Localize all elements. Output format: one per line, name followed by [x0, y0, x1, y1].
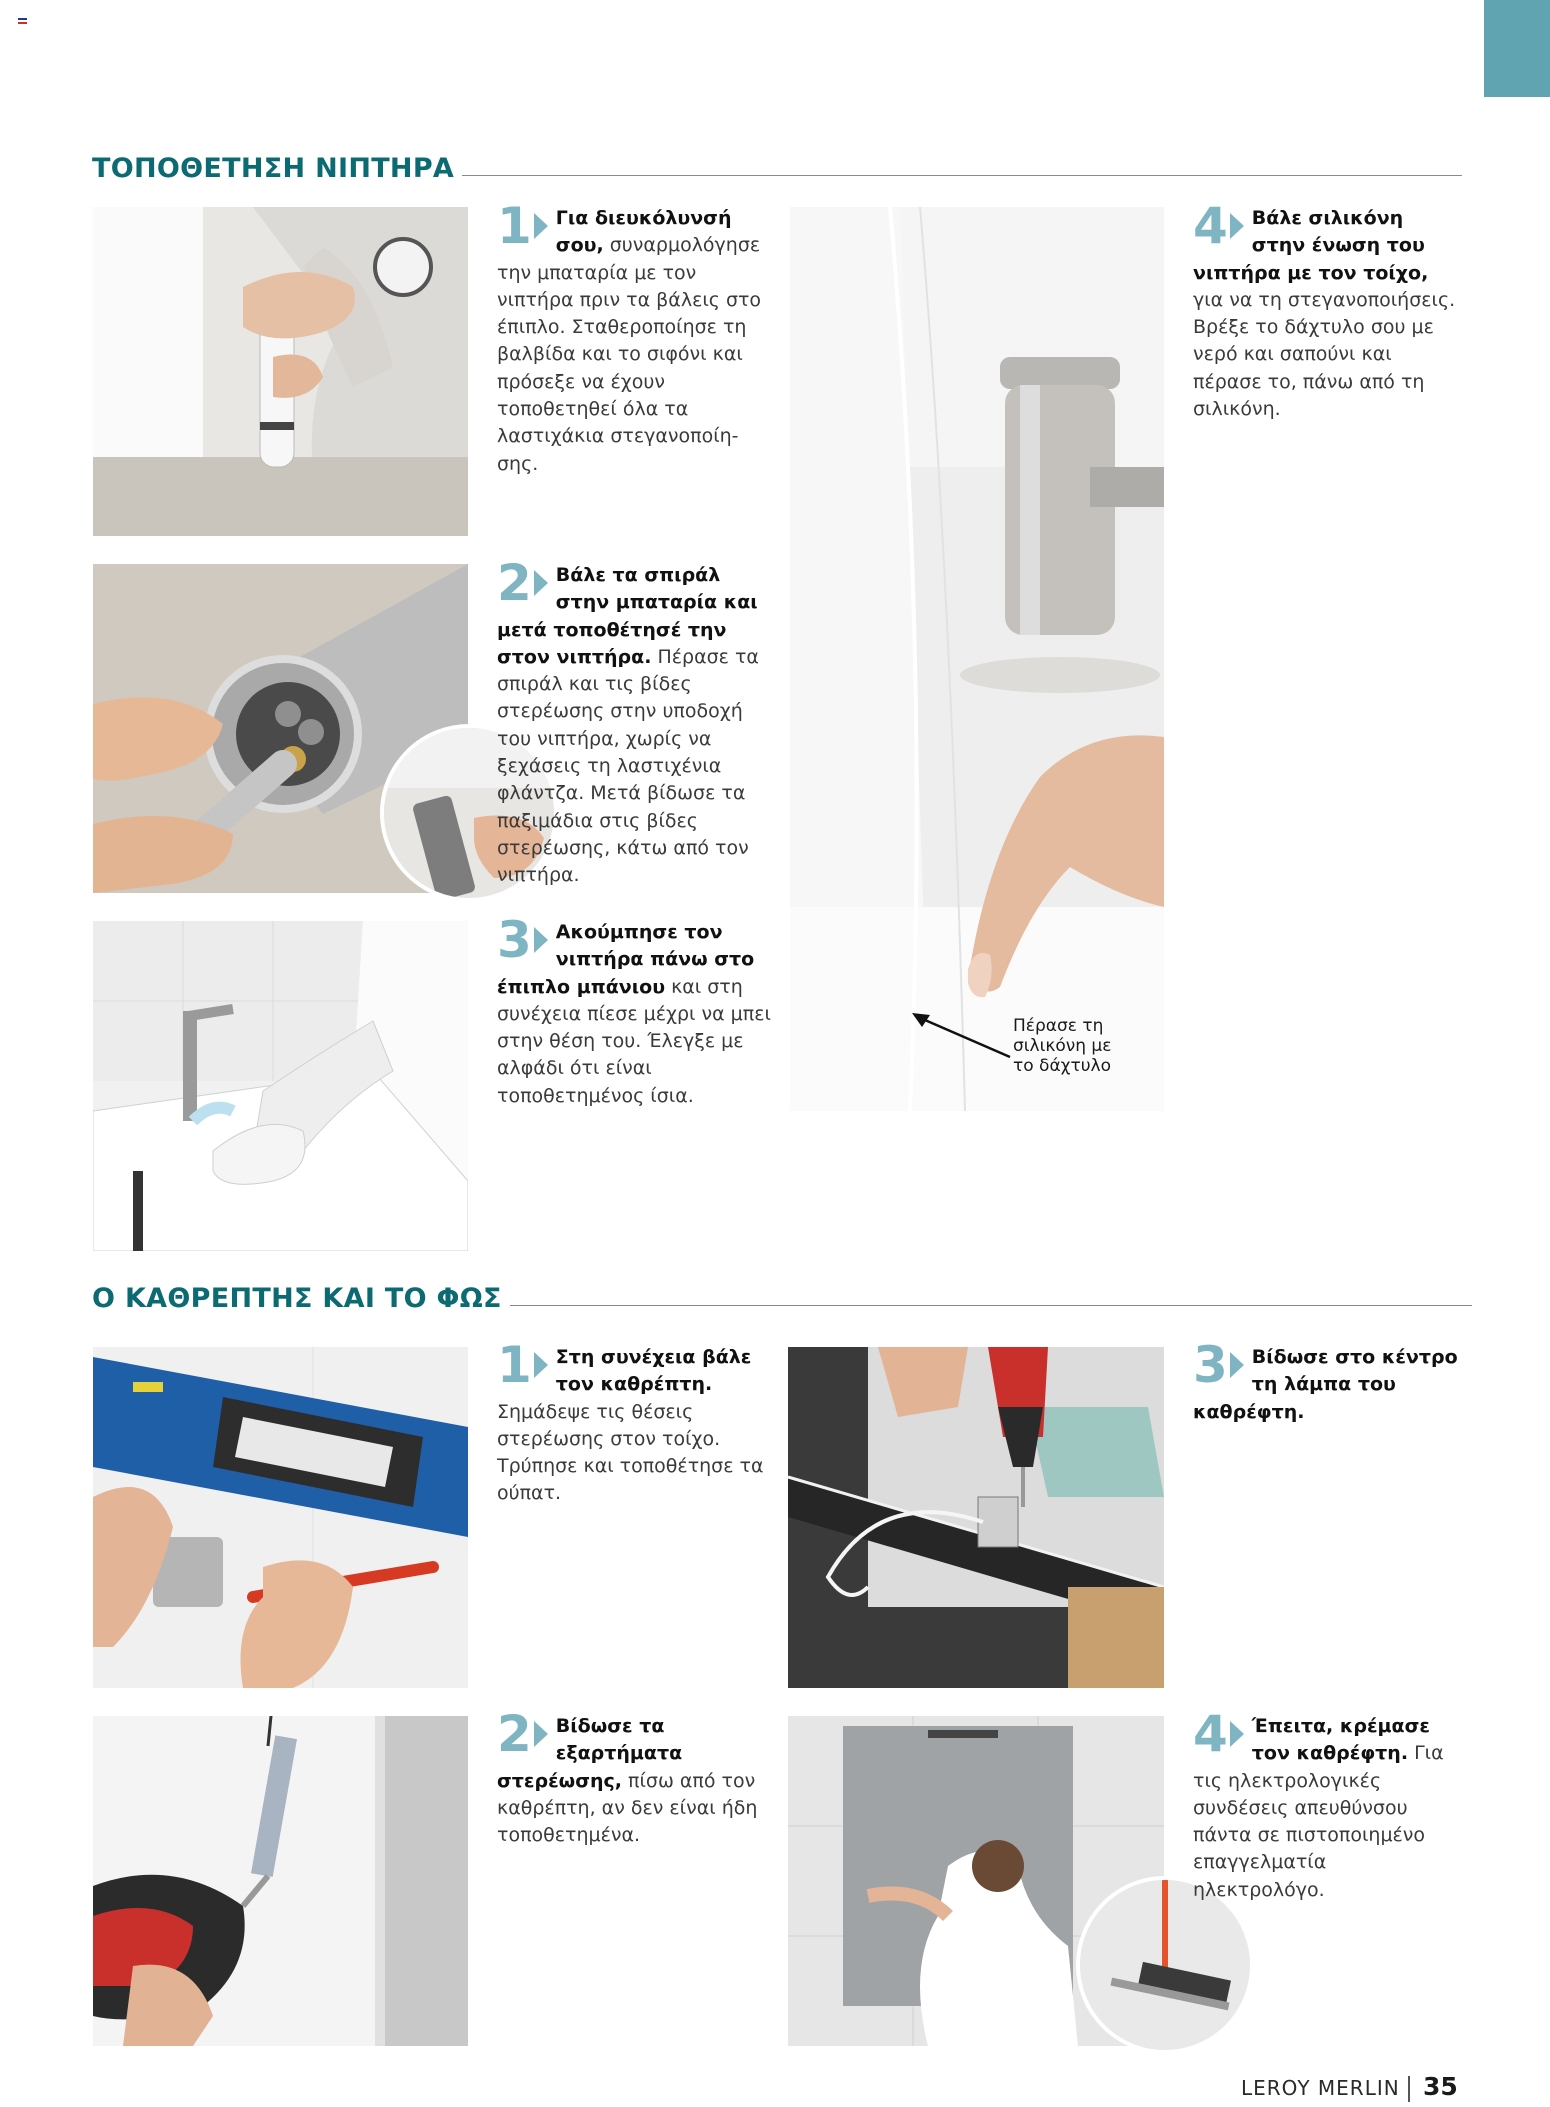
- step-text: Πέρασε τα σπιράλ και τις βίδες στερέωσης στην υποδοχή του νιπτήρα, χωρίς να ξεχάσεις τη λαστιχένια φλάντζα. Μετά βίδωσε τα παξιμάδια στις βίδες στερέωσης, κάτω από τον νιπτήρα.: [497, 645, 759, 887]
- step-bold-text: Για διευκόλυνσή σου,: [555, 207, 732, 257]
- step-number-badge: [497, 911, 548, 969]
- play-arrow-icon: [534, 1721, 548, 1747]
- section-heading-mirror: [92, 1278, 1472, 1318]
- step-text: και στη συνέχεια πίεσε μέχρι να μπει στην θέση του. Έλεγξε με αλφάδι ότι είναι τοποθετημένος ίσια.: [497, 975, 771, 1107]
- step-bold-text: Βίδωσε τα εξαρτήματα στερέωσης,: [497, 1715, 683, 1792]
- section-title: Ο ΚΑΘΡΕΠΤΗΣ ΚΑΙ ΤΟ ΦΩΣ: [92, 1282, 502, 1314]
- basin-step-3: [497, 911, 772, 1110]
- photo-marking-wall: [93, 1347, 468, 1688]
- photo-lamp-screwing: [788, 1347, 1164, 1688]
- corner-flag-icon: [18, 18, 27, 26]
- step-bold-text: Βάλε σιλικόνη στην ένωση του νιπτήρα με τον τοίχο,: [1193, 207, 1429, 284]
- step-number: 3: [497, 911, 532, 969]
- silicone-callout: Πέρασε τη σιλικόνη με το δάχτυλο: [1013, 1016, 1112, 1076]
- step-bold-text: Ακούμπησε τον νιπτήρα πάνω στο έπιπλο μπάνιου: [497, 921, 755, 998]
- play-arrow-icon: [1230, 1721, 1244, 1747]
- step-number: 3: [1193, 1336, 1228, 1394]
- step-text: Για τις ηλεκτρολογικές συνδέσεις απευθύνσου πάντα σε πιστοποιημένο επαγγελματία ηλεκτρολόγο.: [1193, 1742, 1444, 1901]
- step-bold-text: Στη συνέχεια βάλε τον καθρέπτη.: [555, 1346, 752, 1396]
- step-number-badge: [497, 1705, 548, 1763]
- step-number: 2: [497, 554, 532, 612]
- step-number-badge: [497, 1336, 548, 1394]
- footer-divider: [1408, 2076, 1410, 2102]
- corner-tab: [1484, 0, 1550, 97]
- footer-brand: LEROY MERLIN: [1241, 2076, 1400, 2100]
- step-text: Σημάδεψε τις θέσεις στερέωσης στον τοίχο. Τρύπησε και τοποθέτησε τα ούπατ.: [497, 1400, 764, 1505]
- photo-silicone-sealing: [790, 207, 1164, 1111]
- step-bold-text: Βάλε τα σπιράλ στην μπαταρία και μετά τοποθέτησέ την στον νιπτήρα.: [497, 564, 758, 668]
- step-number: 4: [1193, 197, 1228, 255]
- step-number-badge: [1193, 1705, 1244, 1763]
- step-number-badge: [1193, 1336, 1244, 1394]
- mirror-step-2: [497, 1705, 772, 1849]
- step-number: 4: [1193, 1705, 1228, 1763]
- photo-basin-placement: [93, 921, 468, 1251]
- mirror-step-3: [1193, 1336, 1458, 1426]
- mirror-step-1: [497, 1336, 772, 1508]
- section-title: ΤΟΠΟΘΕΤΗΣΗ ΝΙΠΤΗΡΑ: [92, 152, 455, 184]
- heading-rule: [462, 175, 1462, 176]
- mirror-step-4: [1193, 1705, 1458, 1904]
- step-number-badge: [497, 197, 548, 255]
- basin-step-1: [497, 197, 772, 478]
- step-text: συναρμολόγησε την μπαταρία με τον νιπτήρα πριν τα βάλεις στο έπιπλο. Σταθεροποίησε τη βαλβίδα και το σιφόνι και πρόσεξε να έχουν τοποθετηθεί όλα τα λαστιχάκια στεγανοποίη-σης.: [497, 234, 762, 475]
- step-number: 1: [497, 197, 532, 255]
- step-text: πίσω από τον καθρέπτη, αν δεν είναι ήδη τοποθετημένα.: [497, 1769, 758, 1847]
- play-arrow-icon: [1230, 1352, 1244, 1378]
- play-arrow-icon: [534, 570, 548, 596]
- photo-bracket-screwing: [93, 1716, 468, 2046]
- step-number: 1: [497, 1336, 532, 1394]
- page-number: 35: [1423, 2072, 1458, 2101]
- basin-step-2: [497, 554, 772, 890]
- section-heading-basin: [92, 148, 1462, 188]
- step-number-badge: [497, 554, 548, 612]
- step-bold-text: Έπειτα, κρέμασε τον καθρέφτη.: [1251, 1715, 1430, 1765]
- play-arrow-icon: [534, 213, 548, 239]
- play-arrow-icon: [534, 1352, 548, 1378]
- play-arrow-icon: [534, 927, 548, 953]
- step-bold-text: Βίδωσε στο κέντρο τη λάμπα του καθρέφτη.: [1193, 1346, 1458, 1423]
- heading-rule: [510, 1305, 1472, 1306]
- step-text: για να τη στεγανοποιήσεις. Βρέξε το δάχτυλο σου με νερό και σαπούνι και πέρασε το, πάνω από τη σιλικόνη.: [1193, 288, 1456, 421]
- basin-step-4: [1193, 197, 1458, 423]
- play-arrow-icon: [1230, 213, 1244, 239]
- photo-drain-assembly: [93, 207, 468, 536]
- step-number-badge: [1193, 197, 1244, 255]
- step-number: 2: [497, 1705, 532, 1763]
